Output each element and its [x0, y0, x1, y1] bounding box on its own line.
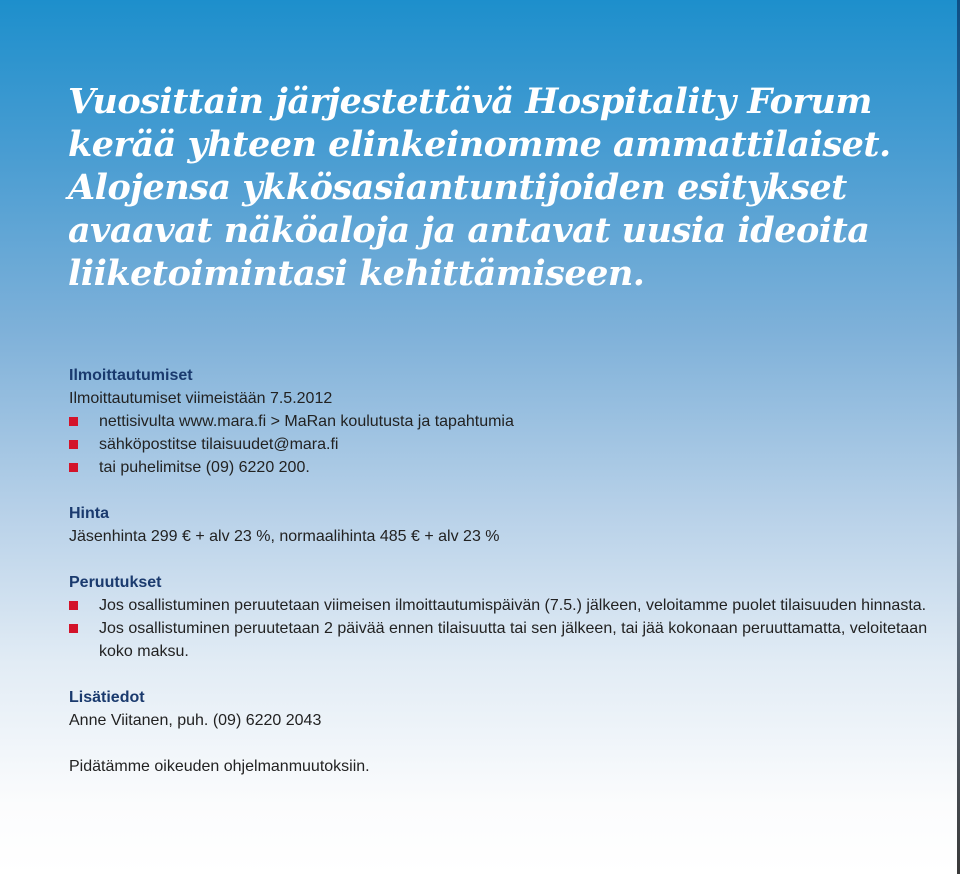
cancellation-term: Jos osallistuminen peruutetaan 2 päivää ennen tilaisuutta tai sen jälkeen, tai jää kokonaan peruuttamatta, veloitetaan koko maksu.	[99, 620, 928, 660]
cancellations-section	[69, 571, 929, 663]
registration-method-email: sähköpostitse tilaisuudet@mara.fi	[99, 436, 339, 453]
list-item	[69, 433, 929, 456]
bullet-square-icon	[69, 440, 78, 449]
cancellations-heading: Peruutukset	[69, 574, 162, 591]
intro-line: liiketoimintasi kehittämiseen.	[68, 253, 645, 294]
bullet-square-icon	[69, 624, 78, 633]
info-heading: Lisätiedot	[69, 689, 145, 706]
price-section	[69, 502, 929, 548]
intro-line: Alojensa ykkösasiantuntijoiden esitykset	[68, 167, 847, 208]
list-item	[69, 410, 929, 433]
intro-line: Vuosittain järjestettävä Hospitality Forum	[68, 81, 872, 122]
registration-section	[69, 364, 929, 479]
registration-method-phone: tai puhelimitse (09) 6220 200.	[99, 459, 310, 476]
price-heading: Hinta	[69, 505, 109, 522]
footer-note: Pidätämme oikeuden ohjelmanmuutoksiin.	[69, 758, 370, 775]
price-text: Jäsenhinta 299 € + alv 23 %, normaalihinta 485 € + alv 23 %	[69, 528, 500, 545]
list-item	[69, 456, 929, 479]
registration-deadline: Ilmoittautumiset viimeistään 7.5.2012	[69, 390, 333, 407]
list-item	[69, 617, 929, 663]
event-details	[69, 364, 929, 778]
cancellation-term: Jos osallistuminen peruutetaan viimeisen ilmoittautumispäivän (7.5.) jälkeen, veloitamme puolet tilaisuuden hinnasta.	[99, 597, 927, 614]
intro-text	[68, 80, 891, 295]
intro-line: kerää yhteen elinkeinomme ammattilaiset.	[68, 124, 891, 165]
contact-text: Anne Viitanen, puh. (09) 6220 2043	[69, 712, 322, 729]
bullet-square-icon	[69, 463, 78, 472]
list-item	[69, 594, 929, 617]
intro-line: avaavat näköaloja ja antavat uusia ideoita	[68, 210, 870, 251]
registration-heading: Ilmoittautumiset	[69, 367, 193, 384]
cancellation-terms	[69, 594, 929, 663]
info-section	[69, 686, 929, 732]
bullet-square-icon	[69, 417, 78, 426]
footer-section	[69, 755, 929, 778]
registration-method-web: nettisivulta www.mara.fi > MaRan koulutusta ja tapahtumia	[99, 413, 514, 430]
bullet-square-icon	[69, 601, 78, 610]
registration-methods	[69, 410, 929, 479]
